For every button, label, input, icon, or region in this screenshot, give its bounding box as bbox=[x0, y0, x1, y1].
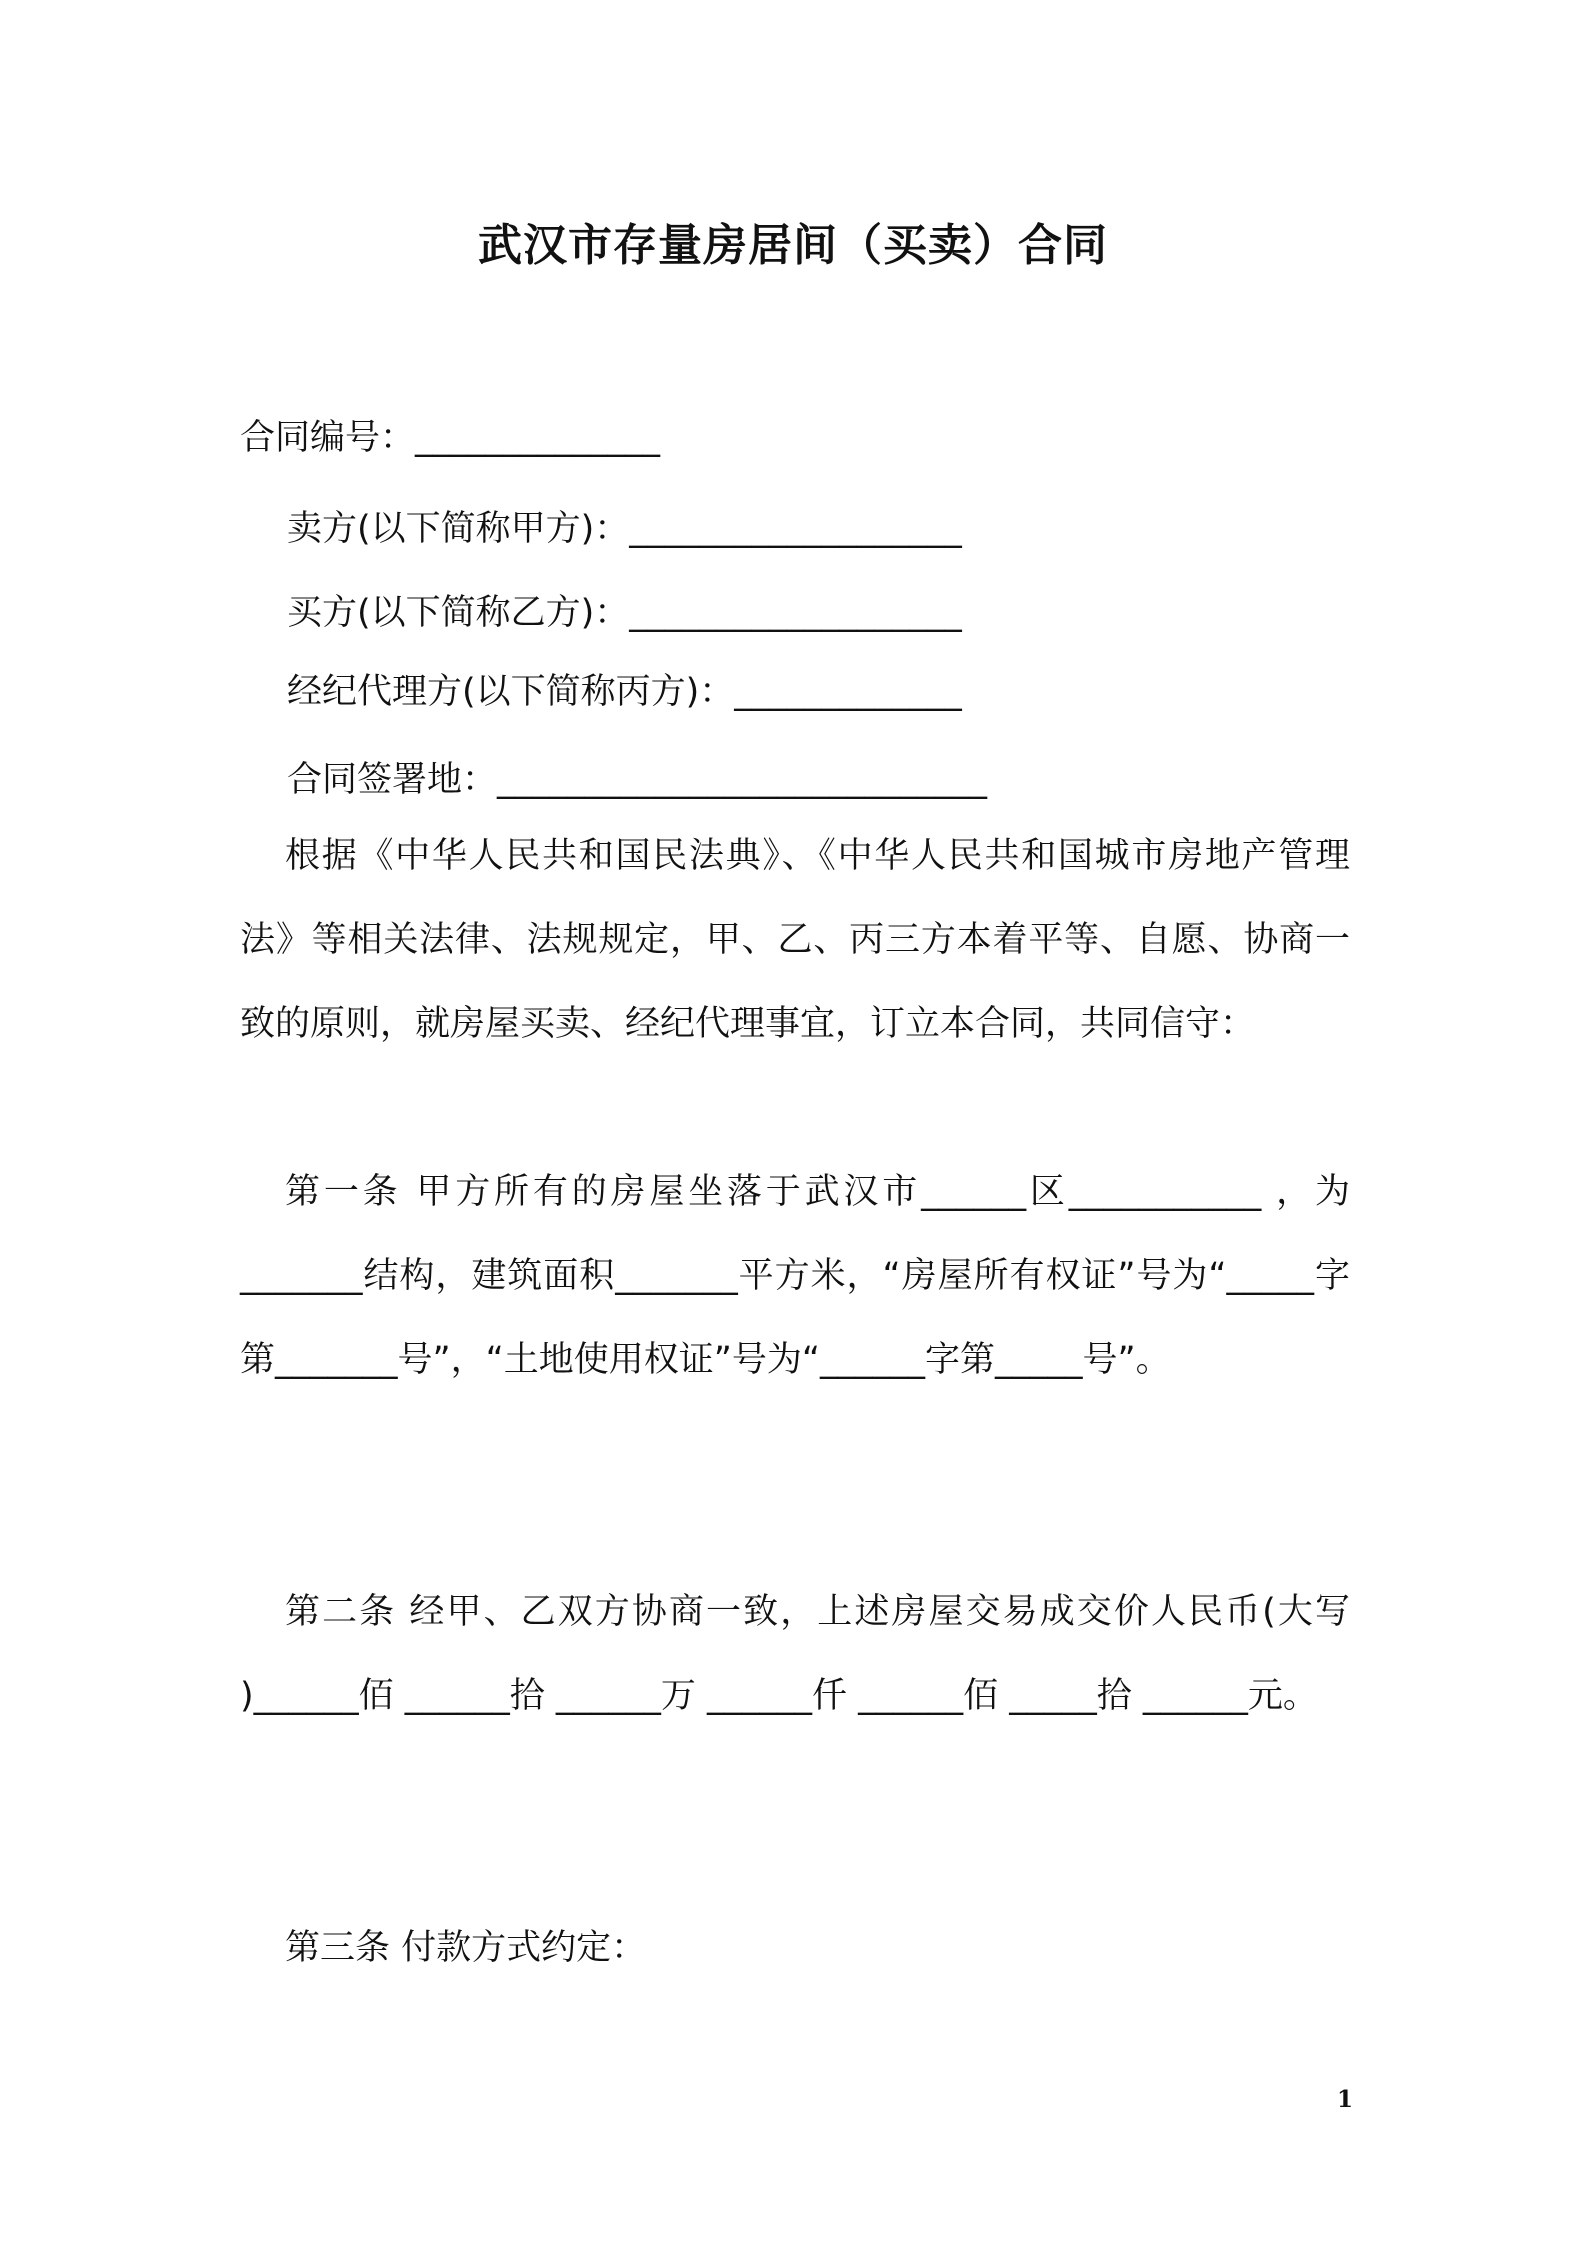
article-3-paragraph: 第三条 付款方式约定： bbox=[285, 1928, 647, 1968]
article-1-paragraph: 第一条 甲方所有的房屋坐落于武汉市______区___________ ，为_______结构，建筑面积_______平方米，“房屋所有权证”号为“_____字第_______号”，“土地使用权证”号为“______字第_____号”。 bbox=[240, 1172, 1350, 1380]
preamble-paragraph: 根据《中华人民共和国民法典》、《中华人民共和国城市房地产管理法》等相关法律、法规规定，甲、乙、丙三方本着平等、自愿、协商一致的原则，就房屋买卖、经纪代理事宜，订立本合同，共同信守： bbox=[240, 836, 1350, 1044]
article-2-paragraph: 第二条 经甲、乙双方协商一致，上述房屋交易成交价人民币(大写 )______佰 ______拾 ______万 ______仟 ______佰 _____拾 ______元。 bbox=[240, 1592, 1350, 1716]
seller-field: 卖方(以下简称甲方)：___________________ bbox=[287, 509, 962, 549]
buyer-field: 买方(以下简称乙方)：___________________ bbox=[287, 593, 962, 633]
agent-field: 经纪代理方(以下简称丙方)：_____________ bbox=[287, 672, 962, 712]
signing-place-field: 合同签署地：____________________________ bbox=[287, 760, 988, 800]
page-number: 1 bbox=[1336, 2086, 1353, 2113]
document-title: 武汉市存量房居间（买卖）合同 bbox=[478, 220, 1108, 271]
contract-number-field: 合同编号：______________ bbox=[240, 418, 661, 458]
